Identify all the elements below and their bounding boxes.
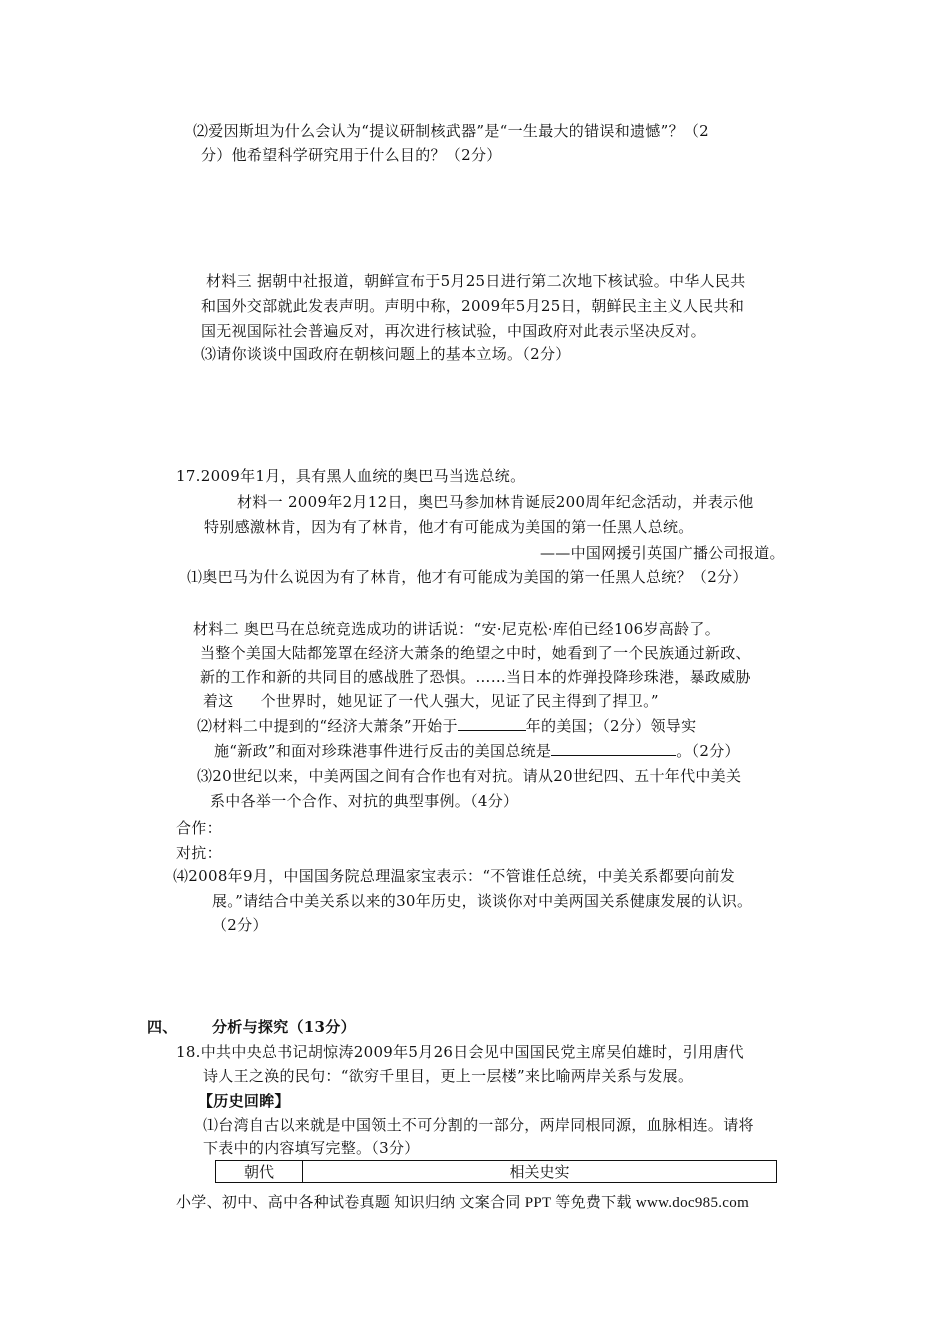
- q17-material2-line4-end: 个世界时，她见证了一代人强大，见证了民主得到了捍卫。”: [260, 692, 659, 710]
- q17-material2-line3: 新的工作和新的共同目的感战胜了恐惧。……当日本的炸弹投降珍珠港，暴政威胁: [200, 668, 751, 686]
- q17-part1: ⑴奥巴马为什么说因为有了林肯，他才有可能成为美国的第一任黑人总统？（2分）: [187, 568, 748, 586]
- q17-material2-line4: [203, 691, 659, 711]
- q17-material1-source: ——中国网援引英国广播公司报道。: [540, 544, 785, 562]
- q17-part4-line2: 展。”请结合中美关系以来的30年历史，谈谈你对中美两国关系健康发展的认识。: [212, 892, 753, 910]
- q17-part3-line2: 系中各举一个合作、对抗的典型事例。（4分）: [210, 792, 519, 810]
- q17-part4-line3: （2分）: [212, 916, 268, 934]
- q17-material2-line4-start: 着这: [203, 692, 234, 710]
- president-name-blank[interactable]: [551, 741, 676, 756]
- q18-line2: 诗人王之涣的民句：“欲穷千里目，更上一层楼”来比喻两岸关系与发展。: [203, 1067, 694, 1085]
- q17-part4-line1: ⑷2008年9月，中国国务院总理温家宝表示：“不管谁任总统，中美关系都要向前发: [173, 867, 736, 885]
- q17-material1-line2: 特别感激林肯，因为有了林肯，他才有可能成为美国的第一任黑人总统。: [204, 518, 694, 536]
- section4-number: 四、: [147, 1018, 178, 1036]
- page-footer: 小学、初中、高中各种试卷真题 知识归纳 文案合同 PPT 等免费下载 www.doc985.com: [176, 1195, 750, 1211]
- q17-material2-line2: 当整个美国大陆都笼罩在经济大萧条的绝望之中时，她看到了一个民族通过新政、: [200, 644, 751, 662]
- depression-year-blank[interactable]: [458, 716, 526, 731]
- confrontation-label: 对抗：: [176, 844, 222, 862]
- cooperation-label: 合作：: [176, 819, 222, 837]
- q17-part3-line1: ⑶20世纪以来，中美两国之间有合作也有对抗。请从20世纪四、五十年代中美关: [197, 767, 742, 785]
- history-facts-table: [215, 1160, 777, 1183]
- q17-part2-text-d: 。（2分）: [676, 742, 740, 760]
- q16-material3-line3: 国无视国际社会普遍反对，再次进行核试验，中国政府对此表示坚决反对。: [201, 322, 706, 340]
- q18-line1: 18.中共中央总书记胡惊涛2009年5月26日会见中国国民党主席吴伯雄时，引用唐代: [176, 1043, 744, 1061]
- history-review-heading: 【历史回眸】: [198, 1092, 290, 1110]
- q17-part2-text-a: ⑵材料二中提到的“经济大萧条”开始于: [197, 717, 458, 735]
- q16-part2-line2: 分）他希望科学研究用于什么目的？（2分）: [201, 146, 502, 164]
- table-header-row: [216, 1161, 777, 1183]
- q17-part2-line2: [214, 741, 740, 761]
- q16-material3-line1: 材料三 据朝中社报道，朝鲜宣布于5月25日进行第二次地下核试验。中华人民共: [206, 272, 746, 290]
- q18-part1-line2: 下表中的内容填写完整。（3分）: [203, 1139, 420, 1157]
- dynasty-column-header: 朝代: [216, 1161, 303, 1183]
- q17-part2-line1: [197, 716, 696, 736]
- historical-facts-column-header: 相关史实: [303, 1161, 777, 1183]
- q17-title: 17.2009年1月，具有黑人血统的奥巴马当选总统。: [176, 467, 526, 485]
- q17-material1-line1: 材料一 2009年2月12日，奥巴马参加林肯诞辰200周年纪念活动，并表示他: [237, 493, 754, 511]
- q18-part1-line1: ⑴台湾自古以来就是中国领土不可分割的一部分，两岸同根同源，血脉相连。请将: [203, 1116, 754, 1134]
- q17-material2-line1: 材料二 奥巴马在总统竞选成功的讲话说：“安·尼克松·库伯已经106岁高龄了。: [193, 620, 721, 638]
- q17-part2-text-c: 施“新政”和面对珍珠港事件进行反击的美国总统是: [214, 742, 552, 760]
- section4-title: 分析与探究（13分）: [212, 1018, 356, 1036]
- q17-part2-text-b: 年的美国；（2分）领导实: [525, 717, 697, 735]
- q16-part2-line1: ⑵爱因斯坦为什么会认为“提议研制核武器”是“一生最大的错误和遗憾”？（2: [193, 122, 710, 140]
- q16-part3: ⑶请你谈谈中国政府在朝核问题上的基本立场。（2分）: [201, 345, 571, 363]
- q16-material3-line2: 和国外交部就此发表声明。声明中称，2009年5月25日，朝鲜民主主义人民共和: [201, 297, 745, 315]
